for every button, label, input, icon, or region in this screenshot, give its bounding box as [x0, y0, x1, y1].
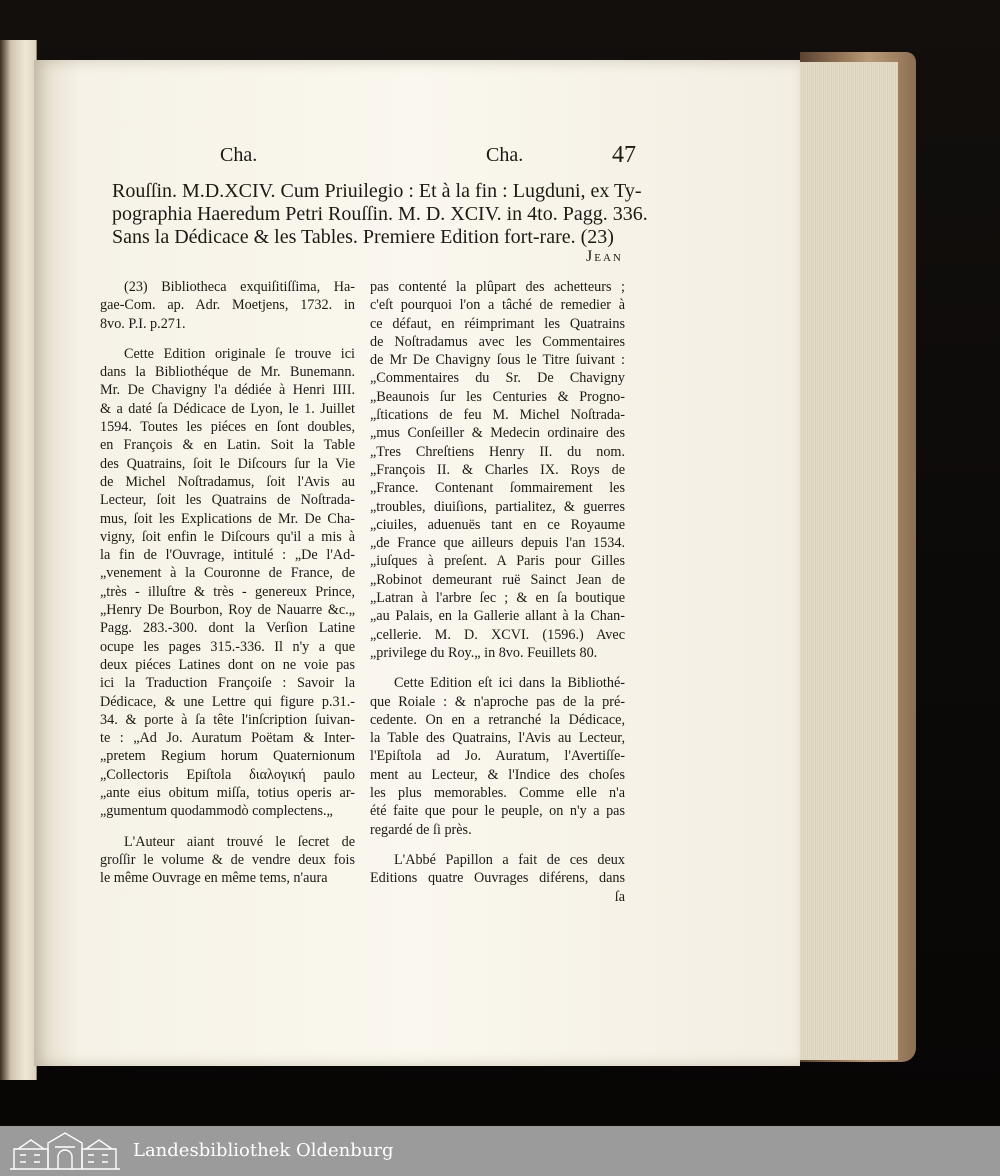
- page-fore-edge: [796, 62, 898, 1060]
- text-line: de Michel Noſtradamus, ſoit l'Avis au: [100, 473, 355, 490]
- text-line: l'Epiſtola ad Jo. Auratum, l'Avertiſſe-: [370, 748, 625, 765]
- entry-title-line: Rouſſin. M.D.XCIV. Cum Priuilegio : Et à la fin : Lugduni, ex Ty-: [112, 180, 642, 202]
- text-line: „Beaunois ſur les Centuries & Progno-: [370, 388, 625, 405]
- text-line: le même Ouvrage en même tems, n'aura: [100, 870, 328, 887]
- text-line: deux piéces Latines dont on ne voie pas: [100, 656, 355, 673]
- previous-page-edge: [0, 40, 37, 1080]
- text-line: „cellerie. M. D. XCVI. (1596.) Avec: [370, 626, 625, 643]
- page-number: 47: [612, 142, 636, 168]
- text-line: „ante eius obitum miſſa, totius operis ar-: [100, 785, 355, 802]
- text-line: cedente. On en a retranché la Dédicace,: [370, 711, 625, 728]
- text-line: de Mr De Chavigny ſous le Titre ſuivant :: [370, 352, 625, 369]
- text-line: ſa: [614, 888, 625, 905]
- paragraph-gap: [100, 333, 355, 345]
- text-line: „iuſques à preſent. A Paris pour Gilles: [370, 553, 625, 570]
- text-line: groſſir le volume & de vendre deux fois: [100, 851, 355, 868]
- text-line: & a daté ſa Dédicace de Lyon, le 1. Juillet: [100, 400, 355, 417]
- entry-title-block: [112, 180, 648, 249]
- text-line: „ciuiles, aduenuës tant en ce Royaume: [370, 516, 625, 533]
- text-line: „privilege du Roy.„ in 8vo. Feuillets 80.: [370, 644, 598, 661]
- text-line: la fin de l'Ouvrage, intitulé : „De l'Ad-: [100, 547, 355, 564]
- text-line: 34. & porte à ſa tête l'inſcription ſuivan-: [100, 711, 355, 728]
- paragraph-gap: [370, 839, 625, 851]
- text-line: vigny, ſoit enfin le Diſcours qu'il a mis à: [100, 528, 355, 545]
- text-line: „Henry De Bourbon, Roy de Nauarre &c.„: [100, 602, 355, 619]
- text-line: que Roiale : & n'aproche pas de la pré-: [370, 693, 625, 710]
- text-line: 1594. Toutes les piéces en ſont doubles,: [100, 419, 355, 436]
- text-line: gae-Com. ap. Adr. Moetjens, 1732. in: [100, 297, 355, 314]
- text-line: L'Abbé Papillon a fait de ces deux: [394, 851, 625, 868]
- text-line: de Noſtradamus avec les Commentaires: [370, 333, 625, 350]
- text-line: Cette Edition eſt ici dans la Bibliothé-: [394, 675, 625, 692]
- text-line: ce défaut, en réimprimant les Quatrains: [370, 315, 625, 332]
- book-page: [34, 60, 800, 1066]
- text-line: ici la Traduction Françoiſe : Savoir la: [100, 675, 355, 692]
- text-line: la Table des Quatrains, l'Avis au Lecteur,: [370, 730, 625, 747]
- footer-bar: [0, 1126, 1000, 1176]
- right-column: [370, 278, 625, 906]
- text-line: Dédicace, & une Lettre qui figure p.31.-: [100, 693, 355, 710]
- text-line: „au Palais, en la Gallerie allant à la Chan-: [370, 608, 625, 625]
- text-line: „de France que ailleurs depuis l'an 1534.: [370, 535, 625, 552]
- text-line: mus, ſoit les Explications de Mr. De Cha-: [100, 510, 355, 527]
- running-head-left: Cha.: [220, 144, 258, 166]
- text-line: „François II. & Charles IX. Roys de: [370, 461, 625, 478]
- text-line: „mus Conſeiller & Medecin ordinaire des: [370, 425, 625, 442]
- running-head-center: Cha.: [486, 144, 524, 166]
- text-line: en François & en Latin. Soit la Table: [100, 437, 355, 454]
- text-line: „Commentaires du Sr. De Chavigny: [370, 370, 625, 387]
- entry-title-line: pographia Haeredum Petri Rouſſin. M. D. XCIV. in 4to. Pagg. 336.: [112, 203, 648, 225]
- text-line: „ſtications de feu M. Michel Noſtrada-: [370, 407, 625, 424]
- text-line: 8vo. P.I. p.271.: [100, 315, 186, 332]
- text-line: ment au Lecteur, & l'Indice des choſes: [370, 766, 625, 783]
- text-line: les plus memorables. Comme elle n'a: [370, 785, 625, 802]
- running-head: [34, 144, 800, 174]
- text-line: „Tres Chreſtiens Henry II. du nom.: [370, 443, 625, 460]
- text-line: Pagg. 283.-300. dont la Verſion Latine: [100, 620, 355, 637]
- text-line: „gumentum quodammodò complectens.„: [100, 803, 333, 820]
- text-line: „troubles, diuiſions, partialitez, & guerres: [370, 498, 625, 515]
- text-line: „Latran à l'arbre ſec ; & en ſa boutique: [370, 590, 625, 607]
- text-line: (23) Bibliotheca exquiſitiſſima, Ha-: [124, 279, 355, 295]
- text-line: Mr. De Chavigny l'a dédiée à Henri IIII.: [100, 382, 355, 399]
- paragraph-gap: [370, 662, 625, 674]
- text-line: ocupe les pages 315.-336. Il n'y a que: [100, 638, 355, 655]
- catchword-top: Jean: [586, 248, 623, 265]
- text-line: Editions quatre Ouvrages diférens, dans: [370, 870, 625, 887]
- left-column: [100, 278, 355, 888]
- paragraph-gap: [100, 821, 355, 833]
- text-line: pas contenté la plûpart des achetteurs ;: [370, 279, 625, 295]
- text-line: des Quatrains, ſoit le Diſcours ſur la Vie: [100, 455, 355, 472]
- text-line: „très - illuſtre & très - genereux Prince,: [100, 583, 355, 600]
- text-line: été faite que pour le peuple, on n'y a pas: [370, 803, 625, 820]
- text-line: dans la Bibliothéque de Mr. Bunemann.: [100, 364, 355, 381]
- entry-title-line: Sans la Dédicace & les Tables. Premiere Edition fort-rare. (23): [112, 226, 614, 248]
- text-line: „venement à la Couronne de France, de: [100, 565, 355, 582]
- text-line: te : „Ad Jo. Auratum Poëtam & Inter-: [100, 730, 355, 747]
- text-line: L'Auteur aiant trouvé le ſecret de: [124, 833, 355, 850]
- text-line: regardé de ſi près.: [370, 821, 472, 838]
- library-building-icon: [8, 1131, 122, 1171]
- text-line: „Collectoris Epiſtola διαλογική paulo: [100, 766, 355, 783]
- text-line: „pretem Regium horum Quaternionum: [100, 748, 355, 765]
- text-line: Lecteur, ſoit les Quatrains de Noſtrada-: [100, 492, 355, 509]
- text-line: Cette Edition originale ſe trouve ici: [124, 345, 355, 362]
- text-line: „France. Contenant ſommairement les: [370, 480, 625, 497]
- text-line: c'eſt pourquoi l'on a tâché de remedier à: [370, 297, 625, 314]
- text-line: „Robinot demeurant ruë Sainct Jean de: [370, 571, 625, 588]
- library-name: Landesbibliothek Oldenburg: [133, 1140, 394, 1161]
